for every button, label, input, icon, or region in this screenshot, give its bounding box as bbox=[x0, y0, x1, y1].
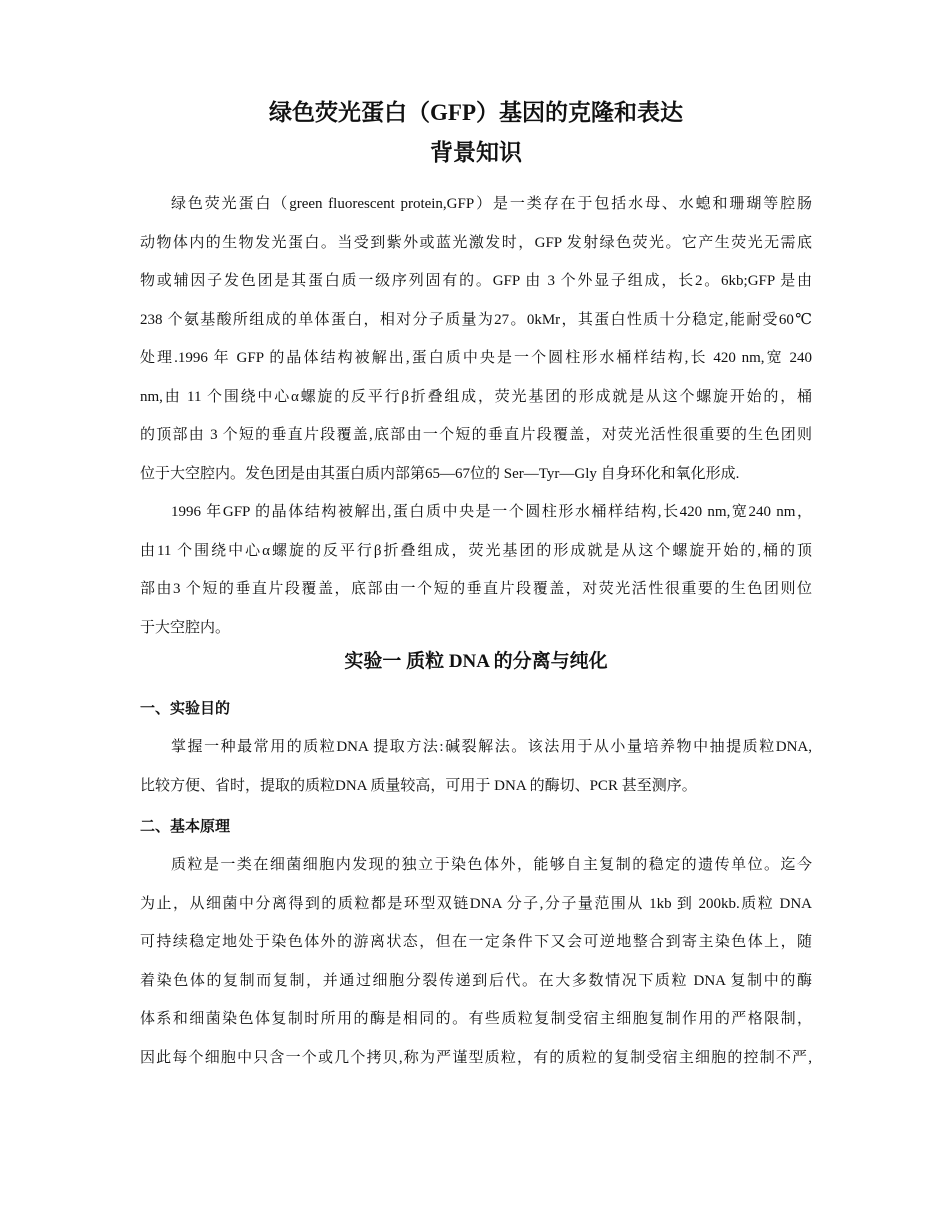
text-line: 质粒是一类在细菌细胞内发现的独立于染色体外，能够自主复制的稳定的遗传单位。迄今 bbox=[171, 857, 812, 873]
text-line: 绿色荧光蛋白（green fluorescent protein,GFP）是一类存在于包括水母、水螅和珊瑚等腔肠 bbox=[171, 196, 812, 212]
background-paragraph-2 bbox=[140, 493, 812, 647]
text-line: 部由3 个短的垂直片段覆盖，底部由一个短的垂直片段覆盖，对荧光活性很重要的生色团则位 bbox=[140, 581, 812, 597]
text-line: 的顶部由 3 个短的垂直片段覆盖,底部由一个短的垂直片段覆盖，对荧光活性很重要的生色团则 bbox=[140, 427, 812, 443]
text-line: 处理.1996 年 GFP 的晶体结构被解出,蛋白质中央是一个圆柱形水桶样结构,长 420 nm,宽 240 bbox=[140, 350, 812, 366]
principle-paragraph bbox=[140, 846, 812, 1077]
background-paragraph-1 bbox=[140, 185, 812, 493]
document-page bbox=[140, 0, 812, 1077]
text-line: 体系和细菌染色体复制时所用的酶是相同的。有些质粒复制受宿主细胞复制作用的严格限制， bbox=[140, 1011, 812, 1027]
text-line: 位于大空腔内。发色团是由其蛋白质内部第65—67位的 Ser—Tyr—Gly 自身环化和氧化形成. bbox=[140, 465, 740, 482]
text-line: 比较方便、省时，提取的质粒DNA 质量较高，可用于 DNA 的酶切、PCR 甚至测序。 bbox=[140, 777, 697, 794]
text-line: 因此每个细胞中只含一个或几个拷贝,称为严谨型质粒，有的质粒的复制受宿主细胞的控制不严, bbox=[140, 1049, 812, 1066]
text-line: 掌握一种最常用的质粒DNA 提取方法:碱裂解法。该法用于从小量培养物中抽提质粒DNA, bbox=[171, 739, 812, 755]
text-line: 于大空腔内。 bbox=[140, 619, 231, 636]
text-line: nm,由 11 个围绕中心α螺旋的反平行β折叠组成，荧光基团的形成就是从这个螺旋开始的，桶 bbox=[140, 388, 812, 405]
text-line: 可持续稳定地处于染色体外的游离状态，但在一定条件下又会可逆地整合到寄主染色体上，随 bbox=[140, 934, 812, 950]
text-line: 1996 年GFP 的晶体结构被解出,蛋白质中央是一个圆柱形水桶样结构,长420 nm,宽240 nm， bbox=[171, 504, 812, 520]
text-line: 着染色体的复制而复制，并通过细胞分裂传递到后代。在大多数情况下质粒 DNA 复制中的酶 bbox=[140, 972, 812, 989]
text-line: 物或辅因子发色团是其蛋白质一级序列固有的。GFP 由 3 个外显子组成，长2。6kb;GFP 是由 bbox=[140, 273, 812, 289]
section-title-background: 背景知识 bbox=[430, 140, 522, 165]
section-heading-purpose: 一、实验目的 bbox=[140, 701, 231, 717]
text-line: 为止，从细菌中分离得到的质粒都是环型双链DNA 分子,分子量范围从 1kb 到 200kb.质粒 DNA bbox=[140, 895, 812, 912]
document-title: 绿色荧光蛋白（GFP）基因的克隆和表达 bbox=[269, 100, 683, 125]
text-line: 动物体内的生物发光蛋白。当受到紫外或蓝光激发时，GFP 发射绿色荧光。它产生荧光无需底 bbox=[140, 234, 812, 251]
section-heading-principle: 二、基本原理 bbox=[140, 819, 231, 835]
text-line: 238 个氨基酸所组成的单体蛋白，相对分子质量为27。0kMr，其蛋白性质十分稳定,能耐受60℃ bbox=[140, 311, 812, 328]
text-line: 由11 个围绕中心α螺旋的反平行β折叠组成，荧光基团的形成就是从这个螺旋开始的,桶的顶 bbox=[140, 542, 812, 559]
purpose-paragraph bbox=[140, 728, 812, 805]
experiment-title: 实验一 质粒 DNA 的分离与纯化 bbox=[344, 651, 608, 672]
